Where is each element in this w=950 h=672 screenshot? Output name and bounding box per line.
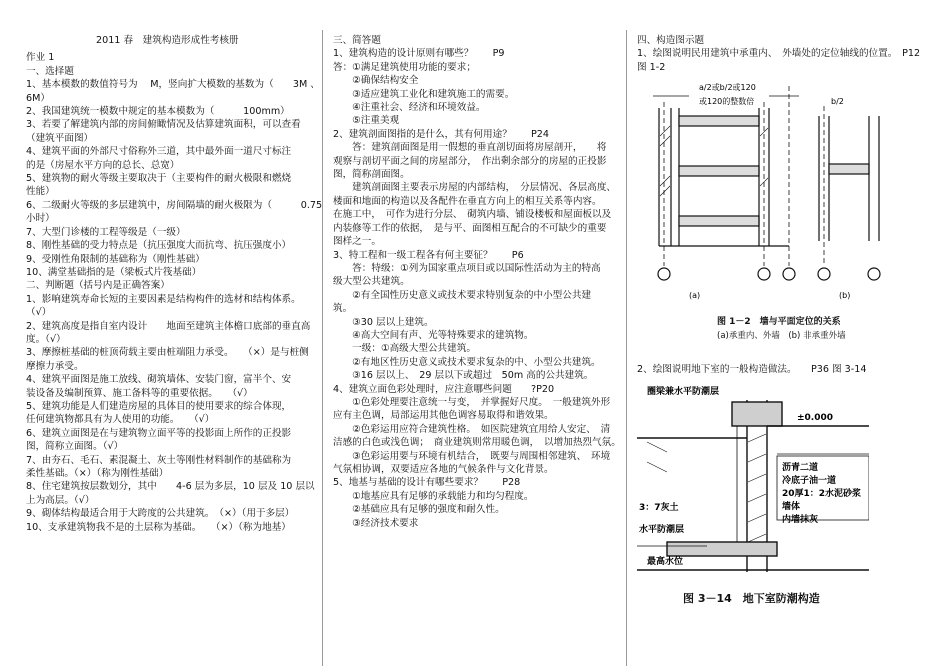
middle-column-line: 5、地基与基础的设计有哪些要求？ P28 xyxy=(333,477,521,489)
layer-plaster: 内墙抹灰 xyxy=(782,515,819,526)
left-column-line: 9、砌体结构最适合用于大跨度的公共建筑。 （×）（用于多层） xyxy=(26,508,295,520)
figure-wall-axis xyxy=(649,76,889,316)
column-divider-1 xyxy=(322,30,323,666)
middle-column-line: ③经济技术要求 xyxy=(333,517,419,529)
left-column-line: 9、受刚性角限制的基础称为（刚性基础） xyxy=(26,253,205,265)
middle-column-line: 三、简答题 xyxy=(333,35,381,46)
middle-column-line: 楼面和地面的构造以及各配件在垂直方向上的相互关系等内容。 xyxy=(333,195,602,207)
middle-column-line: ①地基应具有足够的承载能力和均匀程度。 xyxy=(333,490,534,502)
figure-1-subcaption: (a)承重内、外墙 (b) 非承重外墙 xyxy=(717,330,846,341)
dimension-label-2: 或120的整数倍 xyxy=(699,97,755,107)
lime-soil-label: 3：7灰土 xyxy=(639,503,679,514)
left-column-line: 4、建筑平面的外部尺寸俗称外三道，其中最外面一道尺寸标注 xyxy=(26,146,292,158)
left-column-line: 性能） xyxy=(26,186,55,198)
column-divider-2 xyxy=(626,30,627,666)
middle-column-line: ②有地区性历史意义或技术要求复杂的中、小型公共建筑。 xyxy=(333,356,601,368)
left-column-line: 装设备及编制预算、施工备料等的重要依据。 （√） xyxy=(26,387,253,399)
right-column-line: 四、构造图示题 xyxy=(637,35,705,46)
left-column-line: 8、刚性基础的受力特点是（抗压强度大而抗弯、抗压强度小） xyxy=(26,240,292,252)
level-label: ±0.000 xyxy=(797,413,834,424)
left-column-line: 作业 1 xyxy=(26,52,55,64)
sub-label-a: (a) xyxy=(689,291,701,301)
left-column-line: 任何建筑物都具有为人使用的功能。 （√） xyxy=(26,414,215,426)
middle-column-line: ①色彩处理要注意统一与变， 并掌握好尺度。 一般建筑外形 xyxy=(333,396,611,408)
middle-column-line: 4、建筑立面色彩处理时，应注意哪些问题 ?P20 xyxy=(333,383,555,395)
middle-column-line: ⑤注重美观 xyxy=(333,115,400,127)
left-column-line: 摩擦力承受。 xyxy=(26,360,84,372)
diagram-section-header xyxy=(637,34,937,74)
middle-column-line: ③30 层以上建筑。 xyxy=(333,316,434,328)
middle-column-line: ②色彩运用应符合建筑性格。 如医院建筑宜用给人安定、 清 xyxy=(333,423,611,435)
middle-column-line: 答：①满足建筑使用功能的要求； xyxy=(333,61,476,73)
middle-column-line: 一级：①高级大型公共建筑。 xyxy=(333,343,476,355)
middle-column-line: 观察与剖切平面之间的房屋部分， 作出剩余部分的房屋的正投影 xyxy=(333,155,607,167)
short-answer-section xyxy=(333,34,621,530)
left-column-line: 3、若要了解建筑内部的房间俯瞰情况及估算建筑面积，可以查看 xyxy=(26,119,301,131)
middle-column-line: 答：特级：①列为国家重点项目或以国际性活动为主的特高 xyxy=(333,262,601,274)
left-column-line: 1、影响建筑寿命长短的主要因素是结构构件的选材和结构体系。 xyxy=(26,293,301,305)
b-half-label: b/2 xyxy=(831,97,844,107)
left-column-line: 4、建筑平面图是施工放线、砌筑墙体、安装门窗，富半个、安 xyxy=(26,374,292,386)
left-column-line: （√） xyxy=(26,307,52,319)
left-column-line: 6、建筑立面图是在与建筑物立面平等的投影面上所作的正投影 xyxy=(26,427,292,439)
middle-column-line: 图，简称剖面图。 xyxy=(333,169,410,181)
middle-column-line: 洁感的白色或浅色调； 商业建筑则常用暖色调， 以增加热烈气氛。 xyxy=(333,437,621,449)
middle-column-line: 1、建筑构造的设计原则有哪些？ P9 xyxy=(333,48,505,60)
sub-label-b: (b) xyxy=(839,291,851,301)
middle-column-line: 2、建筑剖面图指的是什么，其有何用途？ P24 xyxy=(333,128,549,140)
middle-column-line: 在施工中， 可作为进行分层、 砌筑内墙、铺设楼板和屋面板以及 xyxy=(333,209,612,221)
left-column-line: 7、由夯石、毛石、素混凝土、灰土等刚性材料制作的基础称为 xyxy=(26,454,292,466)
left-column-line: 8、住宅建筑按层数划分，其中 4-6 层为多层，10 层及 10 层以 xyxy=(26,481,315,493)
middle-column-line: ③适应建筑工业化和建筑施工的需要。 xyxy=(333,88,515,100)
middle-column-line: ②确保结构安全 xyxy=(333,75,419,87)
left-column-line: 度。（√） xyxy=(26,333,66,345)
basement-drawing xyxy=(637,382,869,592)
middle-column-line: 应有主色调，局部运用其他色调容易取得和谐效果。 xyxy=(333,410,554,422)
middle-column-line: ②基础应具有足够的强度和耐久性。 xyxy=(333,504,505,516)
layer-primer: 冷底子油一道 xyxy=(782,476,837,487)
left-column-line: 3、摩擦桩基础的桩顶荷载主要由桩端阻力承受。 （×）是与桩侧 xyxy=(26,347,309,359)
left-column-line: 上为高层。（√） xyxy=(26,494,95,506)
left-column-line: 的是（房屋水平方向的总长、总宽） xyxy=(26,159,180,171)
middle-column-line: 级大型公共建筑。 xyxy=(333,276,410,288)
figure-basement-damp xyxy=(637,382,869,592)
left-column-line: 5、建筑功能是人们建造房屋的具体目的使用要求的综合体现， xyxy=(26,400,292,412)
question-2-heading: 2、绘图说明地下室的一般构造做法。 P36 图 3-14 xyxy=(637,364,867,376)
left-column-line: 6、二级耐火等级的多层建筑中，房间隔墙的耐火极限为（ 0.75 xyxy=(26,199,323,211)
middle-column-line: 答：建筑剖面图是用一假想的垂直剖切面将房屋剖开， 将 xyxy=(333,142,607,154)
left-column-line: 二、判断题（括号内是正确答案） xyxy=(26,280,170,292)
left-column-line: 5、建筑物的耐火等级主要取决于（主要构件的耐火极限和燃烧 xyxy=(26,173,292,185)
middle-column-line: ③色彩运用要与环境有机结合， 既要与周围相邻建筑、 环境 xyxy=(333,450,611,462)
left-column-line: 小时） xyxy=(26,213,55,225)
left-column-line: 2、建筑高度是指自室内设计 地面至建筑主体檐口底部的垂直高 xyxy=(26,320,311,332)
layer-wall: 墙体 xyxy=(782,502,801,513)
choice-and-judgement-section xyxy=(26,51,323,534)
wall-axis-drawing xyxy=(649,76,889,316)
water-level-label: 最高水位 xyxy=(647,557,684,568)
right-column-line: 图 1-2 xyxy=(637,61,666,73)
bond-beam-label: 圈梁兼水平防潮层 xyxy=(647,387,720,398)
left-column-line: 10、支承建筑物我不是的土层称为基础。 （×）（称为地基） xyxy=(26,521,291,533)
left-column-line: 图，简称立面图。（√） xyxy=(26,441,124,453)
middle-column-line: ④高大空间有声、光等特殊要求的建筑物。 xyxy=(333,329,534,341)
left-column-line: 1、基本模数的数值符号为 M，竖向扩大模数的基数为（ 3M 、 xyxy=(26,79,320,91)
dimension-label: a/2或b/2或120 xyxy=(699,83,756,93)
column-right xyxy=(637,34,937,606)
left-column-line: 2、我国建筑统一模数中规定的基本模数为（ 100mm） xyxy=(26,106,290,118)
left-column-line: 一、选择题 xyxy=(26,65,74,77)
middle-column-line: 图样之一。 xyxy=(333,236,381,248)
middle-column-line: 筑。 xyxy=(333,303,353,315)
middle-column-line: 3、特工程和一级工程各有何主要征？ P6 xyxy=(333,249,524,261)
middle-column-line: 内装修等工作的依据， 是与平、面图相互配合的不可缺少的重要 xyxy=(333,222,607,234)
middle-column-line: ③16 层以上、 29 层以下或超过 50m 高的公共建筑。 xyxy=(333,370,594,382)
middle-column-line: 气氛相协调，双要适应各地的气候条件与文化背景。 xyxy=(333,464,554,475)
layer-asphalt: 沥青二道 xyxy=(782,463,819,474)
left-column-line: 柔性基础。（×）（称为刚性基础） xyxy=(26,468,169,479)
figure-2-caption: 图 3－14 地下室防潮构造 xyxy=(683,592,820,606)
column-middle xyxy=(333,34,621,530)
right-column-line: 1、绘图说明民用建筑中承重内、 外墙处的定位轴线的位置。 P12 xyxy=(637,48,921,60)
left-column-line: 6M） xyxy=(26,92,50,104)
left-column-line: 7、大型门诊楼的工程等级是（一级） xyxy=(26,226,186,238)
damp-course-label: 水平防潮层 xyxy=(639,525,685,536)
left-column-line: 10、满堂基础指的是（梁板式片筏基础） xyxy=(26,266,202,278)
layer-mortar: 20厚1：2水泥砂浆 xyxy=(782,489,862,500)
left-column-line: （建筑平面图） xyxy=(26,132,94,144)
document-title: 2011 春 建筑构造形成性考核册 xyxy=(96,35,239,46)
column-left xyxy=(26,0,323,534)
middle-column-line: 建筑剖面图主要表示房屋的内部结构， 分层情况、各层高度、 xyxy=(333,182,617,194)
figure-1-caption: 图 1－2 墙与平面定位的关系 xyxy=(717,317,841,328)
middle-column-line: ④注重社会、经济和环境效益。 xyxy=(333,102,486,114)
middle-column-line: ②有全国性历史意义或技术要求特别复杂的中小型公共建 xyxy=(333,289,592,301)
